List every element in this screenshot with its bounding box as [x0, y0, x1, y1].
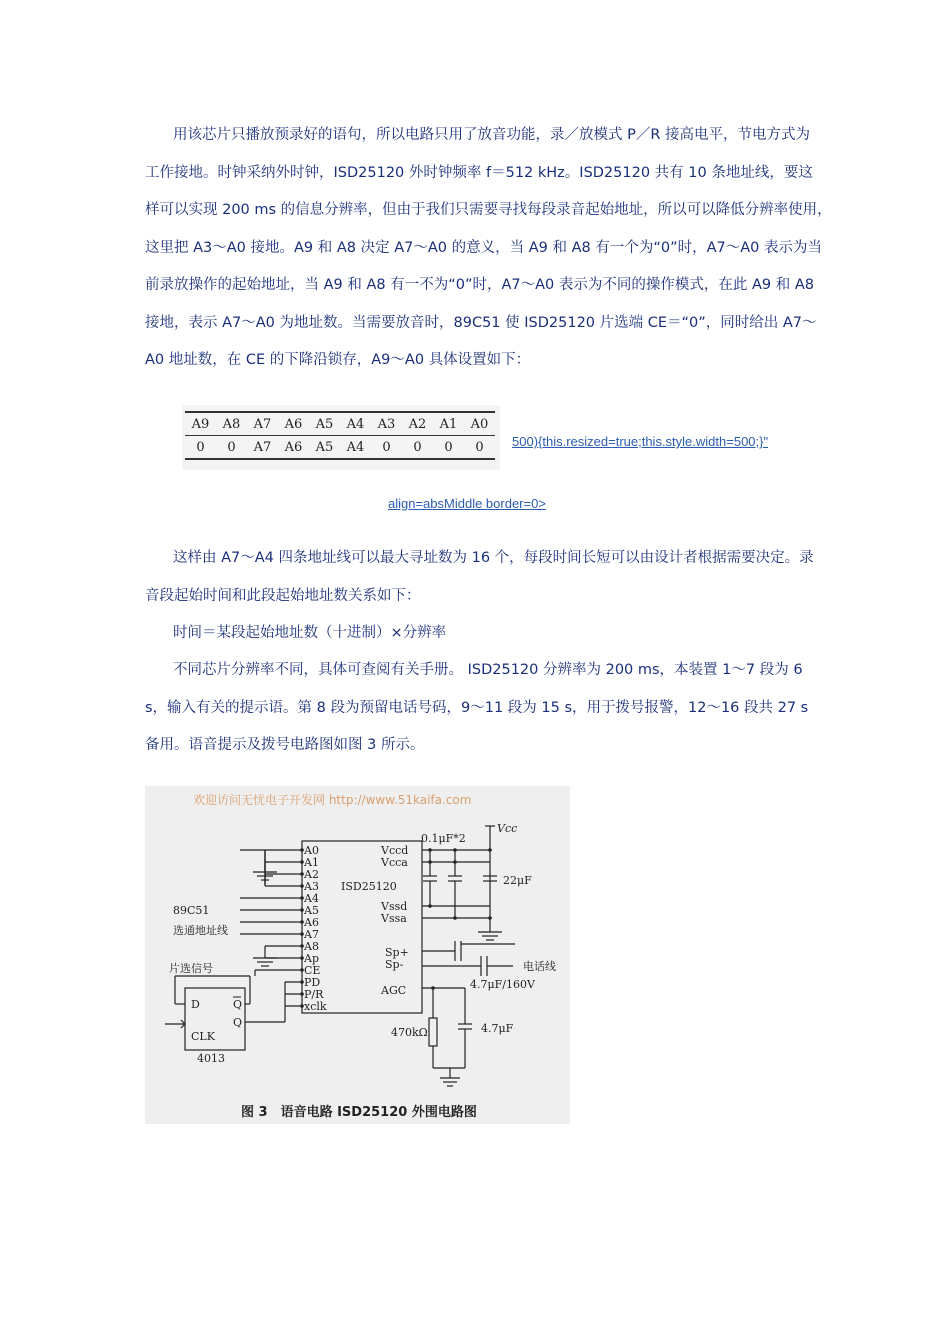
cap-4.7uf-160v-label: 4.7μF/160V	[470, 978, 535, 991]
circuit-diagram	[145, 786, 570, 1124]
table-cell: 0	[216, 436, 247, 460]
text-line: 这样由 A7～A4 四条地址线可以最大寻址数为 16 个，每段时间长短可以由设计者根据需要决定。录	[173, 550, 814, 566]
chip-name-label: ISD25120	[341, 880, 397, 893]
pin-label: A3	[304, 880, 319, 893]
watermark-text: 欢迎访问无忧电子开发网 http://www.51kaifa.com	[193, 793, 472, 807]
address-lines-label: 选通地址线	[173, 924, 228, 937]
text-line: 样可以实现 200 ms 的信息分辨率，但由于我们只需要寻找每段录音起始地址，所以可以降低分辨率使用，	[145, 202, 832, 218]
table-header-cell: A2	[402, 412, 433, 436]
pin-label: A5	[304, 904, 319, 917]
chip-select-label: 片选信号	[169, 962, 213, 975]
text-line: 前录放操作的起始地址，当 A9 和 A8 有一不为“0”时，A7～A0 表示为不同的操作模式，在此 A9 和 A8	[145, 277, 814, 293]
formula	[145, 615, 810, 653]
figure-caption: 图 3 语音电路 ISD25120 外围电路图	[241, 1105, 477, 1120]
pin-label: PD	[304, 976, 321, 989]
table-header-cell: A6	[278, 412, 309, 436]
pin-label: P/R	[304, 988, 324, 1001]
pin-label: A2	[304, 868, 319, 881]
broken-image-code-link-1[interactable]: 500){this.resized=true;this.style.width=500;}"	[512, 434, 769, 449]
pin-label: AGC	[381, 984, 407, 997]
cap-0.1uf-label: 0.1μF*2	[421, 832, 466, 845]
address-table-image	[182, 405, 500, 470]
table-header-cell: A9	[185, 412, 216, 436]
table-header-cell: A1	[433, 412, 464, 436]
table-cell: A7	[247, 436, 278, 460]
table-header-cell: A3	[371, 412, 402, 436]
ff-d-label: D	[191, 998, 200, 1011]
table-cell: 0	[464, 436, 495, 460]
resistor-470k-label: 470kΩ	[391, 1026, 428, 1039]
table-header-cell: A7	[247, 412, 278, 436]
paragraph-3	[145, 652, 810, 765]
text-line: 备用。语音提示及拨号电路图如图 3 所示。	[145, 737, 425, 753]
pin-label: Sp-	[385, 958, 404, 971]
pin-label: Ap	[304, 952, 319, 965]
table-cell: 0	[185, 436, 216, 460]
pin-label: Vssd	[381, 900, 408, 913]
table-header-cell: A4	[340, 412, 371, 436]
pin-label: Vccd	[381, 844, 409, 857]
table-cell: 0	[402, 436, 433, 460]
paragraph-1	[145, 117, 832, 380]
formula-text: 时间＝某段起始地址数（十进制）×分辨率	[173, 625, 447, 641]
ff-clk-label: CLK	[191, 1030, 215, 1043]
table-cell: A6	[278, 436, 309, 460]
pin-label: A8	[304, 940, 319, 953]
table-cell: 0	[433, 436, 464, 460]
pin-label: CE	[304, 964, 321, 977]
table-cell: A4	[340, 436, 371, 460]
pin-label: A0	[304, 844, 319, 857]
text-line: 工作接地。时钟采纳外时钟，ISD25120 外时钟频率 f＝512 kHz。ISD25120 共有 10 条地址线，要这	[145, 164, 813, 181]
text-line: A0 地址数，在 CE 的下降沿锁存，A9～A0 具体设置如下：	[145, 352, 531, 368]
text-line: 用该芯片只播放预录好的语句，所以电路只用了放音功能，录／放模式 P／R 接高电平，节电方式为	[173, 127, 811, 143]
pin-label: xclk	[304, 1000, 327, 1013]
text-line: 这里把 A3～A0 接地。A9 和 A8 决定 A7～A0 的意义，当 A9 和 A8 有一个为“0”时，A7～A0 表示为当	[145, 239, 823, 256]
mcu-label: 89C51	[173, 904, 210, 917]
address-table	[185, 411, 495, 460]
ff-qbar-label: Q	[233, 998, 243, 1011]
ff-q-label: Q	[233, 1016, 243, 1029]
broken-image-code-link-2[interactable]: align=absMiddle border=0>	[388, 496, 546, 511]
cap-4.7uf-label: 4.7μF	[481, 1022, 514, 1035]
phone-line-label: 电话线	[523, 960, 556, 973]
table-cell: A5	[309, 436, 340, 460]
pin-label: Sp+	[385, 946, 409, 959]
pin-label: A4	[304, 892, 319, 905]
cap-22uf-label: 22μF	[503, 874, 532, 887]
text-line: 音段起始时间和此段起始地址数关系如下：	[145, 587, 421, 604]
text-line: 接地，表示 A7～A0 为地址数。当需要放音时，89C51 使 ISD25120 片选端 CE＝“0”，同时给出 A7～	[145, 314, 817, 331]
pin-label: Vcca	[381, 856, 408, 869]
table-header-cell: A0	[464, 412, 495, 436]
paragraph-2	[145, 540, 814, 615]
ff-name-label: 4013	[197, 1052, 225, 1065]
vcc-label: Vcc	[497, 822, 518, 835]
pin-label: A6	[304, 916, 319, 929]
pin-label: Vssa	[381, 912, 407, 925]
circuit-diagram-figure	[145, 786, 570, 1124]
table-header-cell: A8	[216, 412, 247, 436]
text-line: s，输入有关的提示语。第 8 段为预留电话号码，9～11 段为 15 s，用于拨号报警，12～16 段共 27 s	[145, 699, 809, 716]
text-line: 不同芯片分辨率不同，具体可查阅有关手册。 ISD25120 分辨率为 200 ms，本装置 1～7 段为 6	[173, 662, 803, 678]
table-header-cell: A5	[309, 412, 340, 436]
pin-label: A1	[304, 856, 319, 869]
pin-label: A7	[304, 928, 319, 941]
table-cell: 0	[371, 436, 402, 460]
